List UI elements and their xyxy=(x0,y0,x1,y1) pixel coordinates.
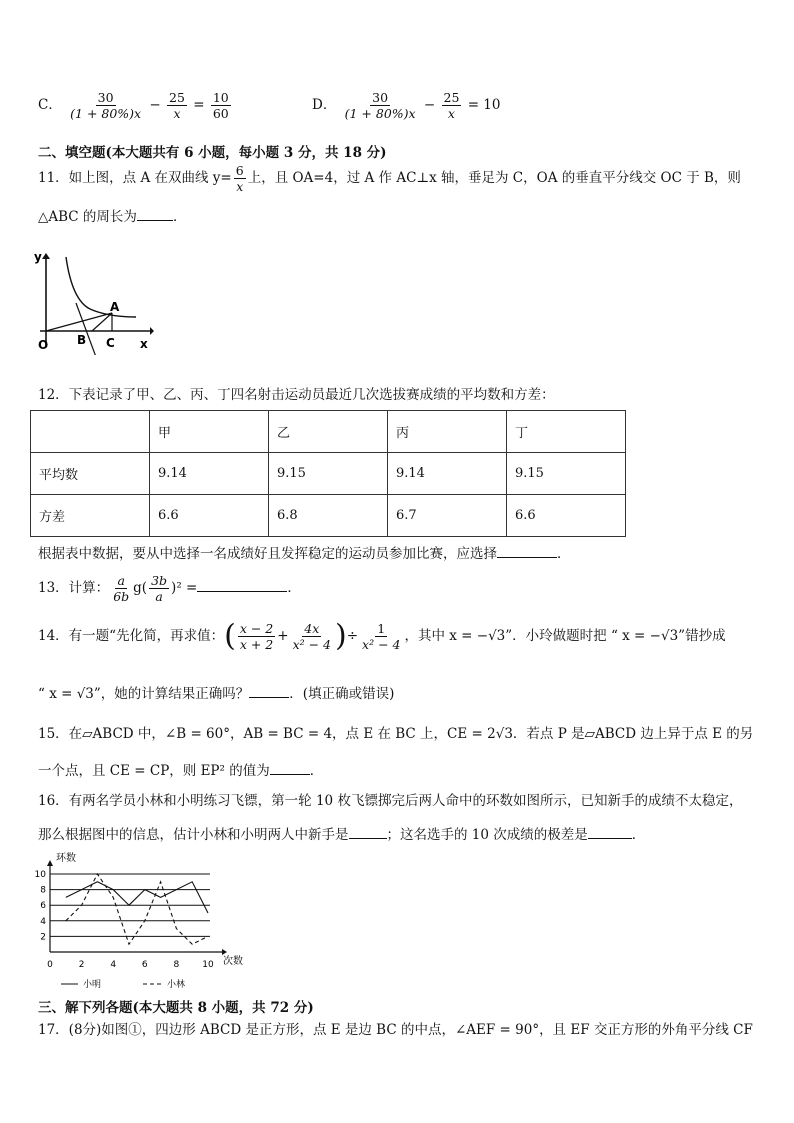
q14-answer-blank[interactable] xyxy=(249,683,289,698)
option-c-frac1: $\frac{30}{(1 + 80\%)x}$ xyxy=(70,90,142,121)
chart-xtick-label: 4 xyxy=(110,960,117,970)
table-row xyxy=(31,411,626,453)
q15-line2: 一个点，且 CE = CP，则 EP² 的值为 ． xyxy=(38,760,323,780)
q15-line1: 15．在▱ABCD 中，∠B = 60°，AB = BC = 4，点 E 在 BC 上，CE = 2√3．若点 P 是▱ABCD 边上异于点 E 的另 xyxy=(38,726,754,742)
option-d: D． $\frac{30}{(1 + 80\%)x}$ − $\frac{25}{x}$ = 10 xyxy=(312,90,501,121)
table-cell: 乙 xyxy=(269,411,388,453)
q12-after: 根据表中数据，要从中选择一名成绩好且发挥稳定的运动员参加比赛，应选择 ． xyxy=(38,543,571,563)
q15-answer-blank[interactable] xyxy=(270,760,310,775)
q14-frac1: $\frac{x - 2}{x + 2}$ xyxy=(239,621,274,652)
q14-line1: 14．有一题“先化简，再求值：( $\frac{x - 2}{x + 2}$ + $\frac{4x}{\text{x² − 4}}$ )÷ $\frac{1}{\text{x² − 4}}$ ，其中 x = −√3”．小玲做题时把 “ x = −√3”错抄成 xyxy=(38,618,726,654)
table-cell: 平均数 xyxy=(31,453,150,495)
q16-line1: 16．有两名学员小林和小明练习飞镖，第一轮 10 枚飞镖掷完后两人命中的环数如图所示，已知新手的成绩不太稳定， xyxy=(38,793,743,809)
option-c-frac2: $\frac{25}{x}$ xyxy=(169,90,185,121)
q16-answer-blank-2[interactable] xyxy=(588,824,632,839)
option-d-frac1: $\frac{30}{(1 + 80\%)x}$ xyxy=(344,90,416,121)
chart-ytick-label: 2 xyxy=(40,932,46,943)
chart-xtick-label: 10 xyxy=(202,960,214,970)
label-x: x xyxy=(140,337,148,351)
legend-label: 小林 xyxy=(167,980,186,990)
chart-ytick-label: 10 xyxy=(34,870,46,880)
table-cell: 6.8 xyxy=(269,495,388,537)
label-o: O xyxy=(38,338,49,352)
q16-line2: 那么根据图中的信息，估计小林和小明两人中新手是 ；这名选手的 10 次成绩的极差是 ． xyxy=(38,824,645,844)
table-cell: 9.15 xyxy=(269,453,388,495)
table-cell: 丙 xyxy=(388,411,507,453)
label-y: y xyxy=(34,250,42,264)
q11-line1: 11．如上图，点 A 在双曲线 y= $\frac{6}{x}$ 上，且 OA=4，过 A 作 AC⊥x 轴，垂足为 C，OA 的垂直平分线交 OC 于 B，则 xyxy=(38,163,741,194)
table-cell: 9.15 xyxy=(507,453,626,495)
table-row xyxy=(31,453,626,495)
table-row xyxy=(31,495,626,537)
section3-title: 三、解下列各题(本大题共 8 小题，共 72 分) xyxy=(38,1000,314,1016)
table-cell: 6.6 xyxy=(150,495,269,537)
q17-text: 17．(8分)如图①，四边形 ABCD 是正方形，点 E 是边 BC 的中点，∠AEF = 90°，且 EF 交正方形的外角平分线 CF xyxy=(38,1022,753,1038)
chart-xtick-label: 8 xyxy=(173,960,180,970)
y-axis-arrow xyxy=(42,253,50,259)
q11-frac: $\frac{6}{x}$ xyxy=(235,163,244,194)
table-cell: 6.7 xyxy=(388,495,507,537)
chart-xtick-label: 2 xyxy=(78,960,85,970)
chart-x-arrow xyxy=(222,949,227,955)
q13-frac1: $\frac{a}{6b}$ xyxy=(113,573,130,604)
series-line-xiaoming xyxy=(66,882,208,913)
option-d-letter: D． xyxy=(312,97,337,113)
q13: 13．计算： $\frac{a}{6b}$ g( $\frac{3b}{a}$ )² = ． xyxy=(38,573,301,604)
table-cell: 9.14 xyxy=(150,453,269,495)
q13-frac2: $\frac{3b}{a}$ xyxy=(151,573,168,604)
score-table xyxy=(30,410,626,537)
section2-title: 二、填空题(本大题共有 6 小题，每小题 3 分，共 18 分) xyxy=(38,145,387,161)
table-cell: 丁 xyxy=(507,411,626,453)
chart-ytick-label: 8 xyxy=(40,885,46,896)
label-c: C xyxy=(106,336,115,350)
q13-answer-blank[interactable] xyxy=(197,577,287,592)
dart-chart xyxy=(28,848,253,990)
q12-answer-blank[interactable] xyxy=(497,543,557,558)
chart-ytick-label: 4 xyxy=(40,916,46,927)
q11-line2: △ABC 的周长为 ． xyxy=(38,206,186,226)
chart-xlabel: 次数 xyxy=(223,956,243,967)
label-a: A xyxy=(110,300,120,314)
q16-answer-blank-1[interactable] xyxy=(349,824,387,839)
option-c: C． $\frac{30}{(1 + 80\%)x}$ − $\frac{25}{x}$ = $\frac{10}{60}$ xyxy=(38,90,229,121)
option-c-letter: C． xyxy=(38,97,62,113)
chart-xtick-label: 0 xyxy=(47,960,53,970)
chart-y-arrow xyxy=(47,860,53,866)
label-b: B xyxy=(77,333,87,347)
table-cell xyxy=(31,411,150,453)
q11-answer-blank[interactable] xyxy=(137,206,173,221)
hyperbola-curve xyxy=(66,257,136,317)
table-cell: 甲 xyxy=(150,411,269,453)
chart-ytick-label: 6 xyxy=(40,901,46,912)
q12-text: 12．下表记录了甲、乙、丙、丁四名射击运动员最近几次选拔赛成绩的平均数和方差： xyxy=(38,387,555,403)
chart-xtick-label: 6 xyxy=(141,960,148,970)
q14-frac2: $\frac{4x}{\text{x² − 4}}$ xyxy=(292,621,331,652)
q14-line2: “ x = √3”，她的计算结果正确吗？ ．(填正确或错误) xyxy=(38,683,394,703)
table-cell: 9.14 xyxy=(388,453,507,495)
q14-frac3: $\frac{1}{\text{x² − 4}}$ xyxy=(362,621,401,652)
option-d-frac2: $\frac{25}{x}$ xyxy=(443,90,460,121)
table-cell: 6.6 xyxy=(507,495,626,537)
table-cell: 方差 xyxy=(31,495,150,537)
paren-right: ) xyxy=(335,618,347,654)
paren-left: ( xyxy=(224,618,236,654)
q11-graph xyxy=(30,245,155,355)
chart-ylabel: 环数 xyxy=(56,853,76,864)
x-axis-arrow xyxy=(150,327,154,335)
option-c-frac3: $\frac{10}{60}$ xyxy=(212,90,229,121)
legend-label: 小明 xyxy=(83,980,102,990)
